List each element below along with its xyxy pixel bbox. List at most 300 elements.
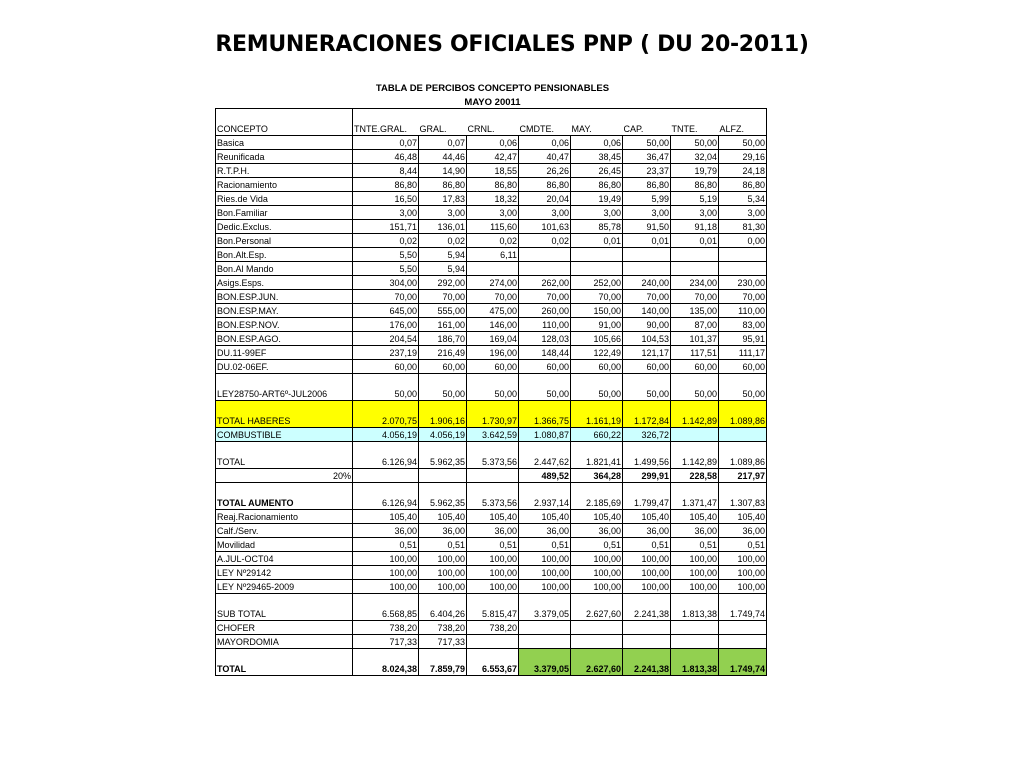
cell-value: 70,00: [623, 290, 671, 304]
cell-value: 105,40: [353, 510, 419, 524]
table-row-movilidad: [216, 538, 767, 552]
row-label: BON.ESP.JUN.: [216, 290, 353, 304]
column-header: MAY.: [571, 109, 623, 136]
cell-value: 252,00: [571, 276, 623, 290]
table-row-bonmando: [216, 262, 767, 276]
cell-value: 1.499,56: [623, 442, 671, 469]
cell-value: 3,00: [719, 206, 767, 220]
cell-value: 0,51: [467, 538, 519, 552]
cell-value: 3,00: [519, 206, 571, 220]
cell-value: 0,51: [719, 538, 767, 552]
column-header: CONCEPTO: [216, 109, 353, 136]
cell-value: 100,00: [571, 566, 623, 580]
cell-value: 1.799,47: [623, 483, 671, 510]
cell-value: 36,47: [623, 150, 671, 164]
cell-value: 237,19: [353, 346, 419, 360]
cell-value: 186,70: [419, 332, 467, 346]
row-label: Dedic.Exclus.: [216, 220, 353, 234]
cell-value: 36,00: [353, 524, 419, 538]
cell-value: [467, 262, 519, 276]
cell-value: 100,00: [571, 580, 623, 594]
cell-value: 90,00: [623, 318, 671, 332]
table-row-riesvida: [216, 192, 767, 206]
cell-value: 50,00: [571, 374, 623, 401]
cell-value: 100,00: [419, 580, 467, 594]
cell-value: 86,80: [419, 178, 467, 192]
cell-value: 38,45: [571, 150, 623, 164]
cell-value: 204,54: [353, 332, 419, 346]
cell-value: [571, 635, 623, 649]
row-label: Movilidad: [216, 538, 353, 552]
cell-value: 6.404,26: [419, 594, 467, 621]
cell-value: 0,51: [353, 538, 419, 552]
cell-value: 1.307,83: [719, 483, 767, 510]
cell-value: 240,00: [623, 276, 671, 290]
cell-value: 104,53: [623, 332, 671, 346]
table-subtitle: MAYO 20011: [464, 97, 521, 108]
row-label: DU.02-06EF.: [216, 360, 353, 374]
row-label: A.JUL-OCT04: [216, 552, 353, 566]
cell-value: 36,00: [519, 524, 571, 538]
table-row-chofer: [216, 621, 767, 635]
cell-value: 121,17: [623, 346, 671, 360]
cell-value: 60,00: [671, 360, 719, 374]
cell-value: 32,04: [671, 150, 719, 164]
cell-value: 0,06: [571, 136, 623, 150]
cell-value: 0,00: [719, 234, 767, 248]
cell-value: 738,20: [467, 621, 519, 635]
cell-value: 0,02: [353, 234, 419, 248]
row-label: Reunificada: [216, 150, 353, 164]
cell-value: 70,00: [671, 290, 719, 304]
cell-value: 18,55: [467, 164, 519, 178]
cell-value: 70,00: [353, 290, 419, 304]
cell-value: 217,97: [719, 469, 767, 483]
table-row-mayordomia: [216, 635, 767, 649]
table-row-totalaumento: [216, 483, 767, 510]
row-label: DU.11-99EF: [216, 346, 353, 360]
table-row-ley29465: [216, 580, 767, 594]
cell-value: 262,00: [519, 276, 571, 290]
cell-value: 0,51: [519, 538, 571, 552]
cell-value: 18,32: [467, 192, 519, 206]
cell-value: 717,33: [353, 635, 419, 649]
table-body: [216, 109, 767, 676]
cell-value: 29,16: [719, 150, 767, 164]
cell-value: 146,00: [467, 318, 519, 332]
table-row-asigs: [216, 276, 767, 290]
cell-value: 475,00: [467, 304, 519, 318]
cell-value: 6.126,94: [353, 483, 419, 510]
cell-value: [623, 248, 671, 262]
table-row-pct: [216, 469, 767, 483]
table-row-bonpersonal: [216, 234, 767, 248]
cell-value: [671, 635, 719, 649]
cell-value: [519, 262, 571, 276]
cell-value: 83,00: [719, 318, 767, 332]
cell-value: 6,11: [467, 248, 519, 262]
cell-value: 100,00: [719, 552, 767, 566]
cell-value: 5.962,35: [419, 442, 467, 469]
cell-value: 0,51: [571, 538, 623, 552]
table-row-basica: [216, 136, 767, 150]
cell-value: 110,00: [519, 318, 571, 332]
cell-value: 70,00: [467, 290, 519, 304]
cell-value: 105,40: [571, 510, 623, 524]
cell-value: 36,00: [671, 524, 719, 538]
cell-value: 100,00: [353, 580, 419, 594]
cell-value: 1.371,47: [671, 483, 719, 510]
cell-value: 86,80: [623, 178, 671, 192]
cell-value: 274,00: [467, 276, 519, 290]
cell-value: 2.937,14: [519, 483, 571, 510]
column-header: GRAL.: [419, 109, 467, 136]
cell-value: [671, 248, 719, 262]
cell-value: 36,00: [467, 524, 519, 538]
cell-value: [719, 621, 767, 635]
cell-value: 555,00: [419, 304, 467, 318]
cell-value: [719, 262, 767, 276]
cell-value: 3,00: [467, 206, 519, 220]
cell-value: 0,01: [623, 234, 671, 248]
cell-value: 16,50: [353, 192, 419, 206]
cell-value: 0,51: [623, 538, 671, 552]
row-label: MAYORDOMIA: [216, 635, 353, 649]
cell-value: [719, 248, 767, 262]
cell-value: 60,00: [519, 360, 571, 374]
cell-value: 105,40: [719, 510, 767, 524]
row-label: BON.ESP.MAY.: [216, 304, 353, 318]
cell-value: 3.379,05: [519, 649, 571, 676]
cell-value: 50,00: [719, 374, 767, 401]
cell-value: 85,78: [571, 220, 623, 234]
cell-value: 2.070,75: [353, 401, 419, 428]
cell-value: 50,00: [623, 374, 671, 401]
cell-value: 86,80: [467, 178, 519, 192]
cell-value: 5,50: [353, 248, 419, 262]
row-label: TOTAL AUMENTO: [216, 483, 353, 510]
cell-value: 1.142,89: [671, 401, 719, 428]
cell-value: 105,40: [419, 510, 467, 524]
cell-value: 5.373,56: [467, 483, 519, 510]
cell-value: 0,01: [571, 234, 623, 248]
cell-value: 0,06: [467, 136, 519, 150]
cell-value: 60,00: [719, 360, 767, 374]
cell-value: 1.161,19: [571, 401, 623, 428]
cell-value: 44,46: [419, 150, 467, 164]
cell-value: 105,40: [671, 510, 719, 524]
cell-value: 105,40: [519, 510, 571, 524]
cell-value: 4.056,19: [353, 428, 419, 442]
cell-value: 5.962,35: [419, 483, 467, 510]
cell-value: [571, 262, 623, 276]
cell-value: 100,00: [419, 566, 467, 580]
cell-value: 100,00: [623, 552, 671, 566]
cell-value: 234,00: [671, 276, 719, 290]
cell-value: 6.568,85: [353, 594, 419, 621]
cell-value: 100,00: [467, 566, 519, 580]
cell-value: [719, 428, 767, 442]
cell-value: 3,00: [571, 206, 623, 220]
cell-value: 1.172,84: [623, 401, 671, 428]
cell-value: 0,51: [671, 538, 719, 552]
cell-value: 100,00: [467, 552, 519, 566]
cell-value: 105,40: [467, 510, 519, 524]
cell-value: 86,80: [671, 178, 719, 192]
row-label: TOTAL: [216, 442, 353, 469]
cell-value: 19,79: [671, 164, 719, 178]
row-label: Racionamiento: [216, 178, 353, 192]
cell-value: 36,00: [571, 524, 623, 538]
cell-value: 60,00: [353, 360, 419, 374]
cell-value: 196,00: [467, 346, 519, 360]
cell-value: 14,90: [419, 164, 467, 178]
table-row-bonfamiliar: [216, 206, 767, 220]
cell-value: 50,00: [467, 374, 519, 401]
row-label: Bon.Al Mando: [216, 262, 353, 276]
cell-value: 70,00: [419, 290, 467, 304]
cell-value: 1.813,38: [671, 594, 719, 621]
cell-value: 101,63: [519, 220, 571, 234]
cell-value: 110,00: [719, 304, 767, 318]
row-label: 20%: [216, 469, 353, 483]
cell-value: 115,60: [467, 220, 519, 234]
cell-value: 3.642,59: [467, 428, 519, 442]
cell-value: 216,49: [419, 346, 467, 360]
cell-value: 91,00: [571, 318, 623, 332]
cell-value: 4.056,19: [419, 428, 467, 442]
row-label: TOTAL HABERES: [216, 401, 353, 428]
cell-value: 70,00: [571, 290, 623, 304]
cell-value: 2.241,38: [623, 594, 671, 621]
cell-value: 5.815,47: [467, 594, 519, 621]
page-title: REMUNERACIONES OFICIALES PNP ( DU 20-2011): [215, 32, 809, 57]
cell-value: 86,80: [571, 178, 623, 192]
cell-value: 3,00: [353, 206, 419, 220]
column-header: ALFZ.: [719, 109, 767, 136]
cell-value: 169,04: [467, 332, 519, 346]
cell-value: 0,02: [467, 234, 519, 248]
cell-value: 1.821,41: [571, 442, 623, 469]
cell-value: 1.089,86: [719, 442, 767, 469]
cell-value: 40,47: [519, 150, 571, 164]
table-row-reaj: [216, 510, 767, 524]
cell-value: 23,37: [623, 164, 671, 178]
row-label: CHOFER: [216, 621, 353, 635]
cell-value: 1.080,87: [519, 428, 571, 442]
cell-value: 60,00: [419, 360, 467, 374]
cell-value: 2.627,60: [571, 594, 623, 621]
cell-value: 1.749,74: [719, 649, 767, 676]
cell-value: 3,00: [671, 206, 719, 220]
cell-value: 2.185,69: [571, 483, 623, 510]
cell-value: 230,00: [719, 276, 767, 290]
cell-value: 161,00: [419, 318, 467, 332]
cell-value: 151,71: [353, 220, 419, 234]
row-label: Asigs.Esps.: [216, 276, 353, 290]
cell-value: 50,00: [623, 136, 671, 150]
table-row-rtph: [216, 164, 767, 178]
cell-value: 50,00: [519, 374, 571, 401]
cell-value: 100,00: [671, 580, 719, 594]
cell-value: 100,00: [571, 552, 623, 566]
cell-value: 100,00: [671, 552, 719, 566]
cell-value: [623, 621, 671, 635]
column-header: CAP.: [623, 109, 671, 136]
cell-value: 2.447,62: [519, 442, 571, 469]
cell-value: 2.627,60: [571, 649, 623, 676]
cell-value: 0,51: [419, 538, 467, 552]
cell-value: 6.126,94: [353, 442, 419, 469]
cell-value: 60,00: [571, 360, 623, 374]
cell-value: 8,44: [353, 164, 419, 178]
column-header: TNTE.: [671, 109, 719, 136]
row-label: Ries.de Vida: [216, 192, 353, 206]
cell-value: 105,40: [623, 510, 671, 524]
cell-value: 50,00: [353, 374, 419, 401]
cell-value: 326,72: [623, 428, 671, 442]
cell-value: 738,20: [353, 621, 419, 635]
cell-value: 660,22: [571, 428, 623, 442]
cell-value: 8.024,38: [353, 649, 419, 676]
cell-value: 111,17: [719, 346, 767, 360]
cell-value: 1.906,16: [419, 401, 467, 428]
table-row-du11: [216, 346, 767, 360]
cell-value: 717,33: [419, 635, 467, 649]
cell-value: 3,00: [623, 206, 671, 220]
cell-value: 135,00: [671, 304, 719, 318]
cell-value: 50,00: [671, 136, 719, 150]
cell-value: 1.813,38: [671, 649, 719, 676]
cell-value: 5,94: [419, 262, 467, 276]
cell-value: 95,91: [719, 332, 767, 346]
cell-value: [671, 428, 719, 442]
cell-value: 1.089,86: [719, 401, 767, 428]
cell-value: 60,00: [467, 360, 519, 374]
row-label: TOTAL: [216, 649, 353, 676]
cell-value: 86,80: [353, 178, 419, 192]
table-row-total1: [216, 442, 767, 469]
table-row-totalhaberes: [216, 401, 767, 428]
cell-value: 17,83: [419, 192, 467, 206]
row-label: Reaj.Racionamiento: [216, 510, 353, 524]
cell-value: 292,00: [419, 276, 467, 290]
cell-value: [353, 469, 419, 483]
cell-value: [467, 469, 519, 483]
cell-value: 26,26: [519, 164, 571, 178]
cell-value: 70,00: [719, 290, 767, 304]
cell-value: [671, 262, 719, 276]
cell-value: 5,34: [719, 192, 767, 206]
row-label: SUB TOTAL: [216, 594, 353, 621]
table-row-total: [216, 649, 767, 676]
row-label: Bon.Personal: [216, 234, 353, 248]
cell-value: 7.859,79: [419, 649, 467, 676]
cell-value: 91,18: [671, 220, 719, 234]
table-row-bonmay: [216, 304, 767, 318]
cell-value: 1.749,74: [719, 594, 767, 621]
cell-value: 3.379,05: [519, 594, 571, 621]
cell-value: 299,91: [623, 469, 671, 483]
cell-value: 100,00: [623, 566, 671, 580]
cell-value: [467, 635, 519, 649]
cell-value: 100,00: [519, 566, 571, 580]
cell-value: [571, 621, 623, 635]
table-row-bonalt: [216, 248, 767, 262]
table-row-calf: [216, 524, 767, 538]
cell-value: 304,00: [353, 276, 419, 290]
row-label: LEY28750-ART6º-JUL2006: [216, 374, 353, 401]
cell-value: [623, 262, 671, 276]
cell-value: 122,49: [571, 346, 623, 360]
cell-value: 81,30: [719, 220, 767, 234]
cell-value: 0,01: [671, 234, 719, 248]
table-row-bonjun: [216, 290, 767, 304]
table-row-dedic: [216, 220, 767, 234]
cell-value: 100,00: [353, 566, 419, 580]
cell-value: [571, 248, 623, 262]
cell-value: 5,19: [671, 192, 719, 206]
table-row-ley28750: [216, 374, 767, 401]
cell-value: 100,00: [467, 580, 519, 594]
cell-value: 738,20: [419, 621, 467, 635]
cell-value: 489,52: [519, 469, 571, 483]
row-label: LEY Nº29465-2009: [216, 580, 353, 594]
row-label: BON.ESP.AGO.: [216, 332, 353, 346]
table-row-subtotal: [216, 594, 767, 621]
cell-value: 5,99: [623, 192, 671, 206]
cell-value: 2.241,38: [623, 649, 671, 676]
cell-value: 150,00: [571, 304, 623, 318]
cell-value: 36,00: [719, 524, 767, 538]
cell-value: 3,00: [419, 206, 467, 220]
cell-value: 70,00: [519, 290, 571, 304]
remuneraciones-table: [215, 108, 767, 676]
table-row-du02: [216, 360, 767, 374]
cell-value: 100,00: [719, 566, 767, 580]
cell-value: 0,06: [519, 136, 571, 150]
cell-value: 105,66: [571, 332, 623, 346]
cell-value: 42,47: [467, 150, 519, 164]
cell-value: 24,18: [719, 164, 767, 178]
cell-value: 19,49: [571, 192, 623, 206]
cell-value: [671, 621, 719, 635]
cell-value: 86,80: [519, 178, 571, 192]
row-label: COMBUSTIBLE: [216, 428, 353, 442]
cell-value: 100,00: [519, 552, 571, 566]
cell-value: 60,00: [623, 360, 671, 374]
header-row: [216, 109, 767, 136]
cell-value: 1.142,89: [671, 442, 719, 469]
cell-value: 1.366,75: [519, 401, 571, 428]
row-label: LEY Nº29142: [216, 566, 353, 580]
cell-value: 0,07: [353, 136, 419, 150]
cell-value: 140,00: [623, 304, 671, 318]
cell-value: 117,51: [671, 346, 719, 360]
cell-value: 5,94: [419, 248, 467, 262]
row-label: R.T.P.H.: [216, 164, 353, 178]
cell-value: 100,00: [623, 580, 671, 594]
cell-value: 50,00: [671, 374, 719, 401]
table-row-bonago: [216, 332, 767, 346]
cell-value: 0,02: [419, 234, 467, 248]
cell-value: 36,00: [623, 524, 671, 538]
cell-value: 228,58: [671, 469, 719, 483]
cell-value: [719, 635, 767, 649]
cell-value: 0,07: [419, 136, 467, 150]
cell-value: 128,03: [519, 332, 571, 346]
cell-value: [519, 635, 571, 649]
